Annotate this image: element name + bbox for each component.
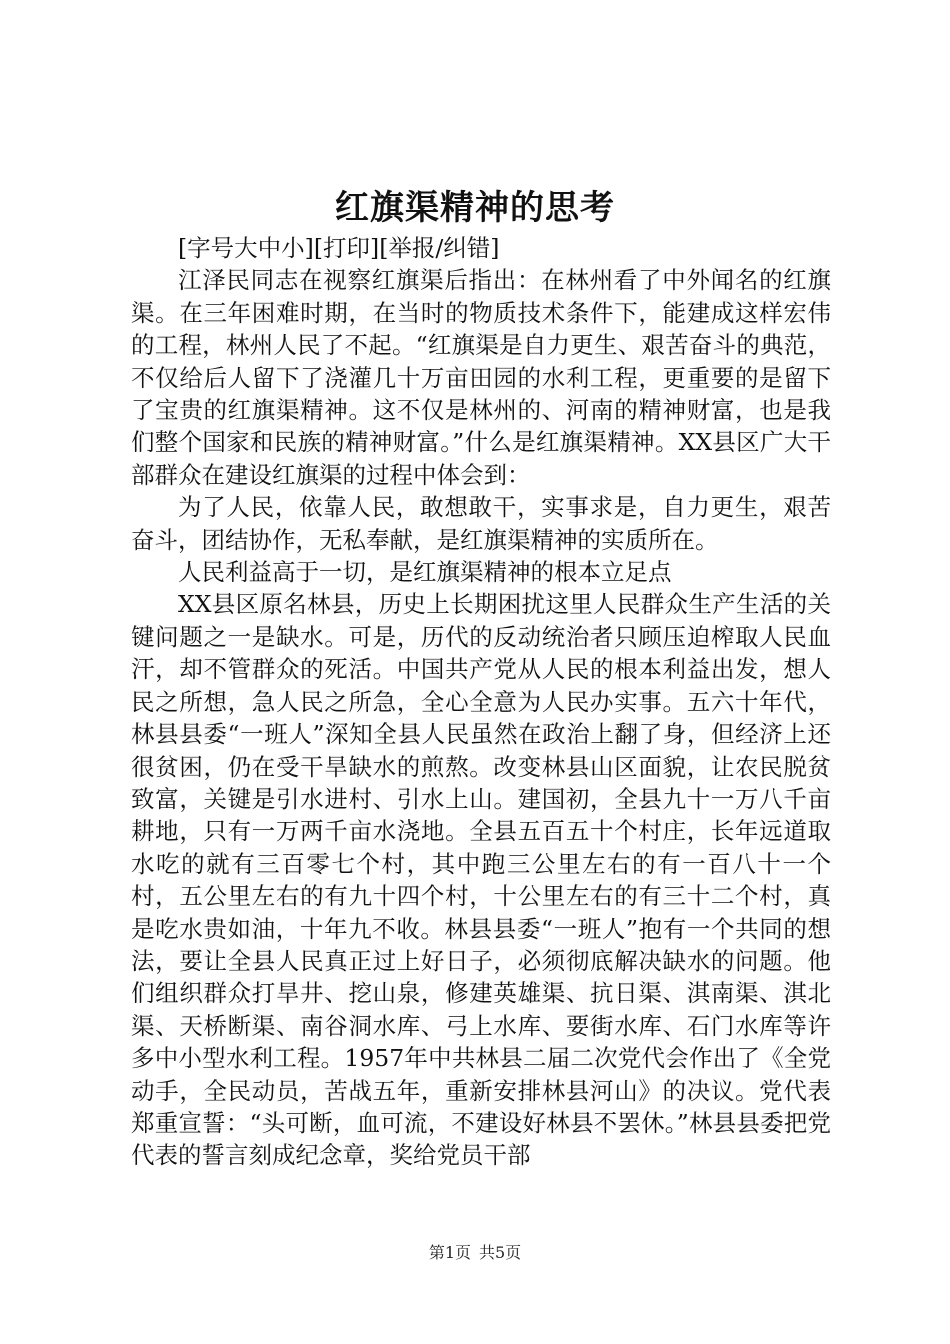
paragraph-intro: 江泽民同志在视察红旗渠后指出：在林州看了中外闻名的红旗渠。在三年困难时期，在当时的物质技术条件下，能建成这样宏伟的工程，林州人民了不起。“红旗渠是自力更生、艰苦奋斗的典范，不仅给后人留下了浇灌几十万亩田园的水利工程，更重要的是留下了宝贵的红旗渠精神。这不仅是林州的、河南的精神财富，也是我们整个国家和民族的精神财富。”什么是红旗渠精神。XX县区广大干部群众在建设红旗渠的过程中体会到： bbox=[131, 266, 831, 489]
page-total: 共5页 bbox=[479, 1243, 522, 1262]
page-number: 第1页 bbox=[428, 1243, 471, 1262]
page-footer bbox=[0, 1242, 950, 1264]
document-body bbox=[131, 232, 831, 1172]
font-size-link[interactable]: [字号大中小] bbox=[178, 234, 314, 262]
section-heading: 人民利益高于一切，是红旗渠精神的根本立足点 bbox=[178, 558, 672, 587]
paragraph-history: XX县区原名林县，历史上长期困扰这里人民群众生产生活的关键问题之一是缺水。可是，历代的反动统治者只顾压迫榨取人民血汗，却不管群众的死活。中国共产党从人民的根本利益出发，想人民之所想，急人民之所急，全心全意为人民办实事。五六十年代，林县县委“一班人”深知全县人民虽然在政治上翻了身，但经济上还很贫困，仍在受干旱缺水的煎熬。改变林县山区面貌，让农民脱贫致富，关键是引水进村、引水上山。建国初，全县九十一万八千亩耕地，只有一万两千亩水浇地。全县五百五十个村庄，长年远道取水吃的就有三百零七个村，其中跑三公里左右的有一百八十一个村，五公里左右的有九十四个村，十公里左右的有三十二个村，真是吃水贵如油，十年九不收。林县县委“一班人”抱有一个共同的想法，要让全县人民真正过上好日子，必须彻底解决缺水的问题。他们组织群众打旱井、挖山泉，修建英雄渠、抗日渠、淇南渠、淇北渠、天桥断渠、南谷洞水库、弓上水库、要街水库、石门水库等许多中小型水利工程。1957年中共林县二届二次党代会作出了《全党动手，全民动员，苦战五年，重新安排林县河山》的决议。党代表郑重宣誓：“头可断，血可流，不建设好林县不罢休。”林县县委把党代表的誓言刻成纪念章，奖给党员干部 bbox=[131, 590, 831, 1170]
document-title: 红旗渠精神的思考 bbox=[335, 188, 615, 228]
report-link[interactable]: [举报/纠错] bbox=[379, 234, 500, 262]
print-link[interactable]: [打印] bbox=[313, 234, 380, 262]
article-toolbar bbox=[131, 232, 831, 264]
paragraph-essence: 为了人民，依靠人民，敢想敢干，实事求是，自力更生，艰苦奋斗，团结协作，无私奉献，是红旗渠精神的实质所在。 bbox=[131, 493, 831, 554]
